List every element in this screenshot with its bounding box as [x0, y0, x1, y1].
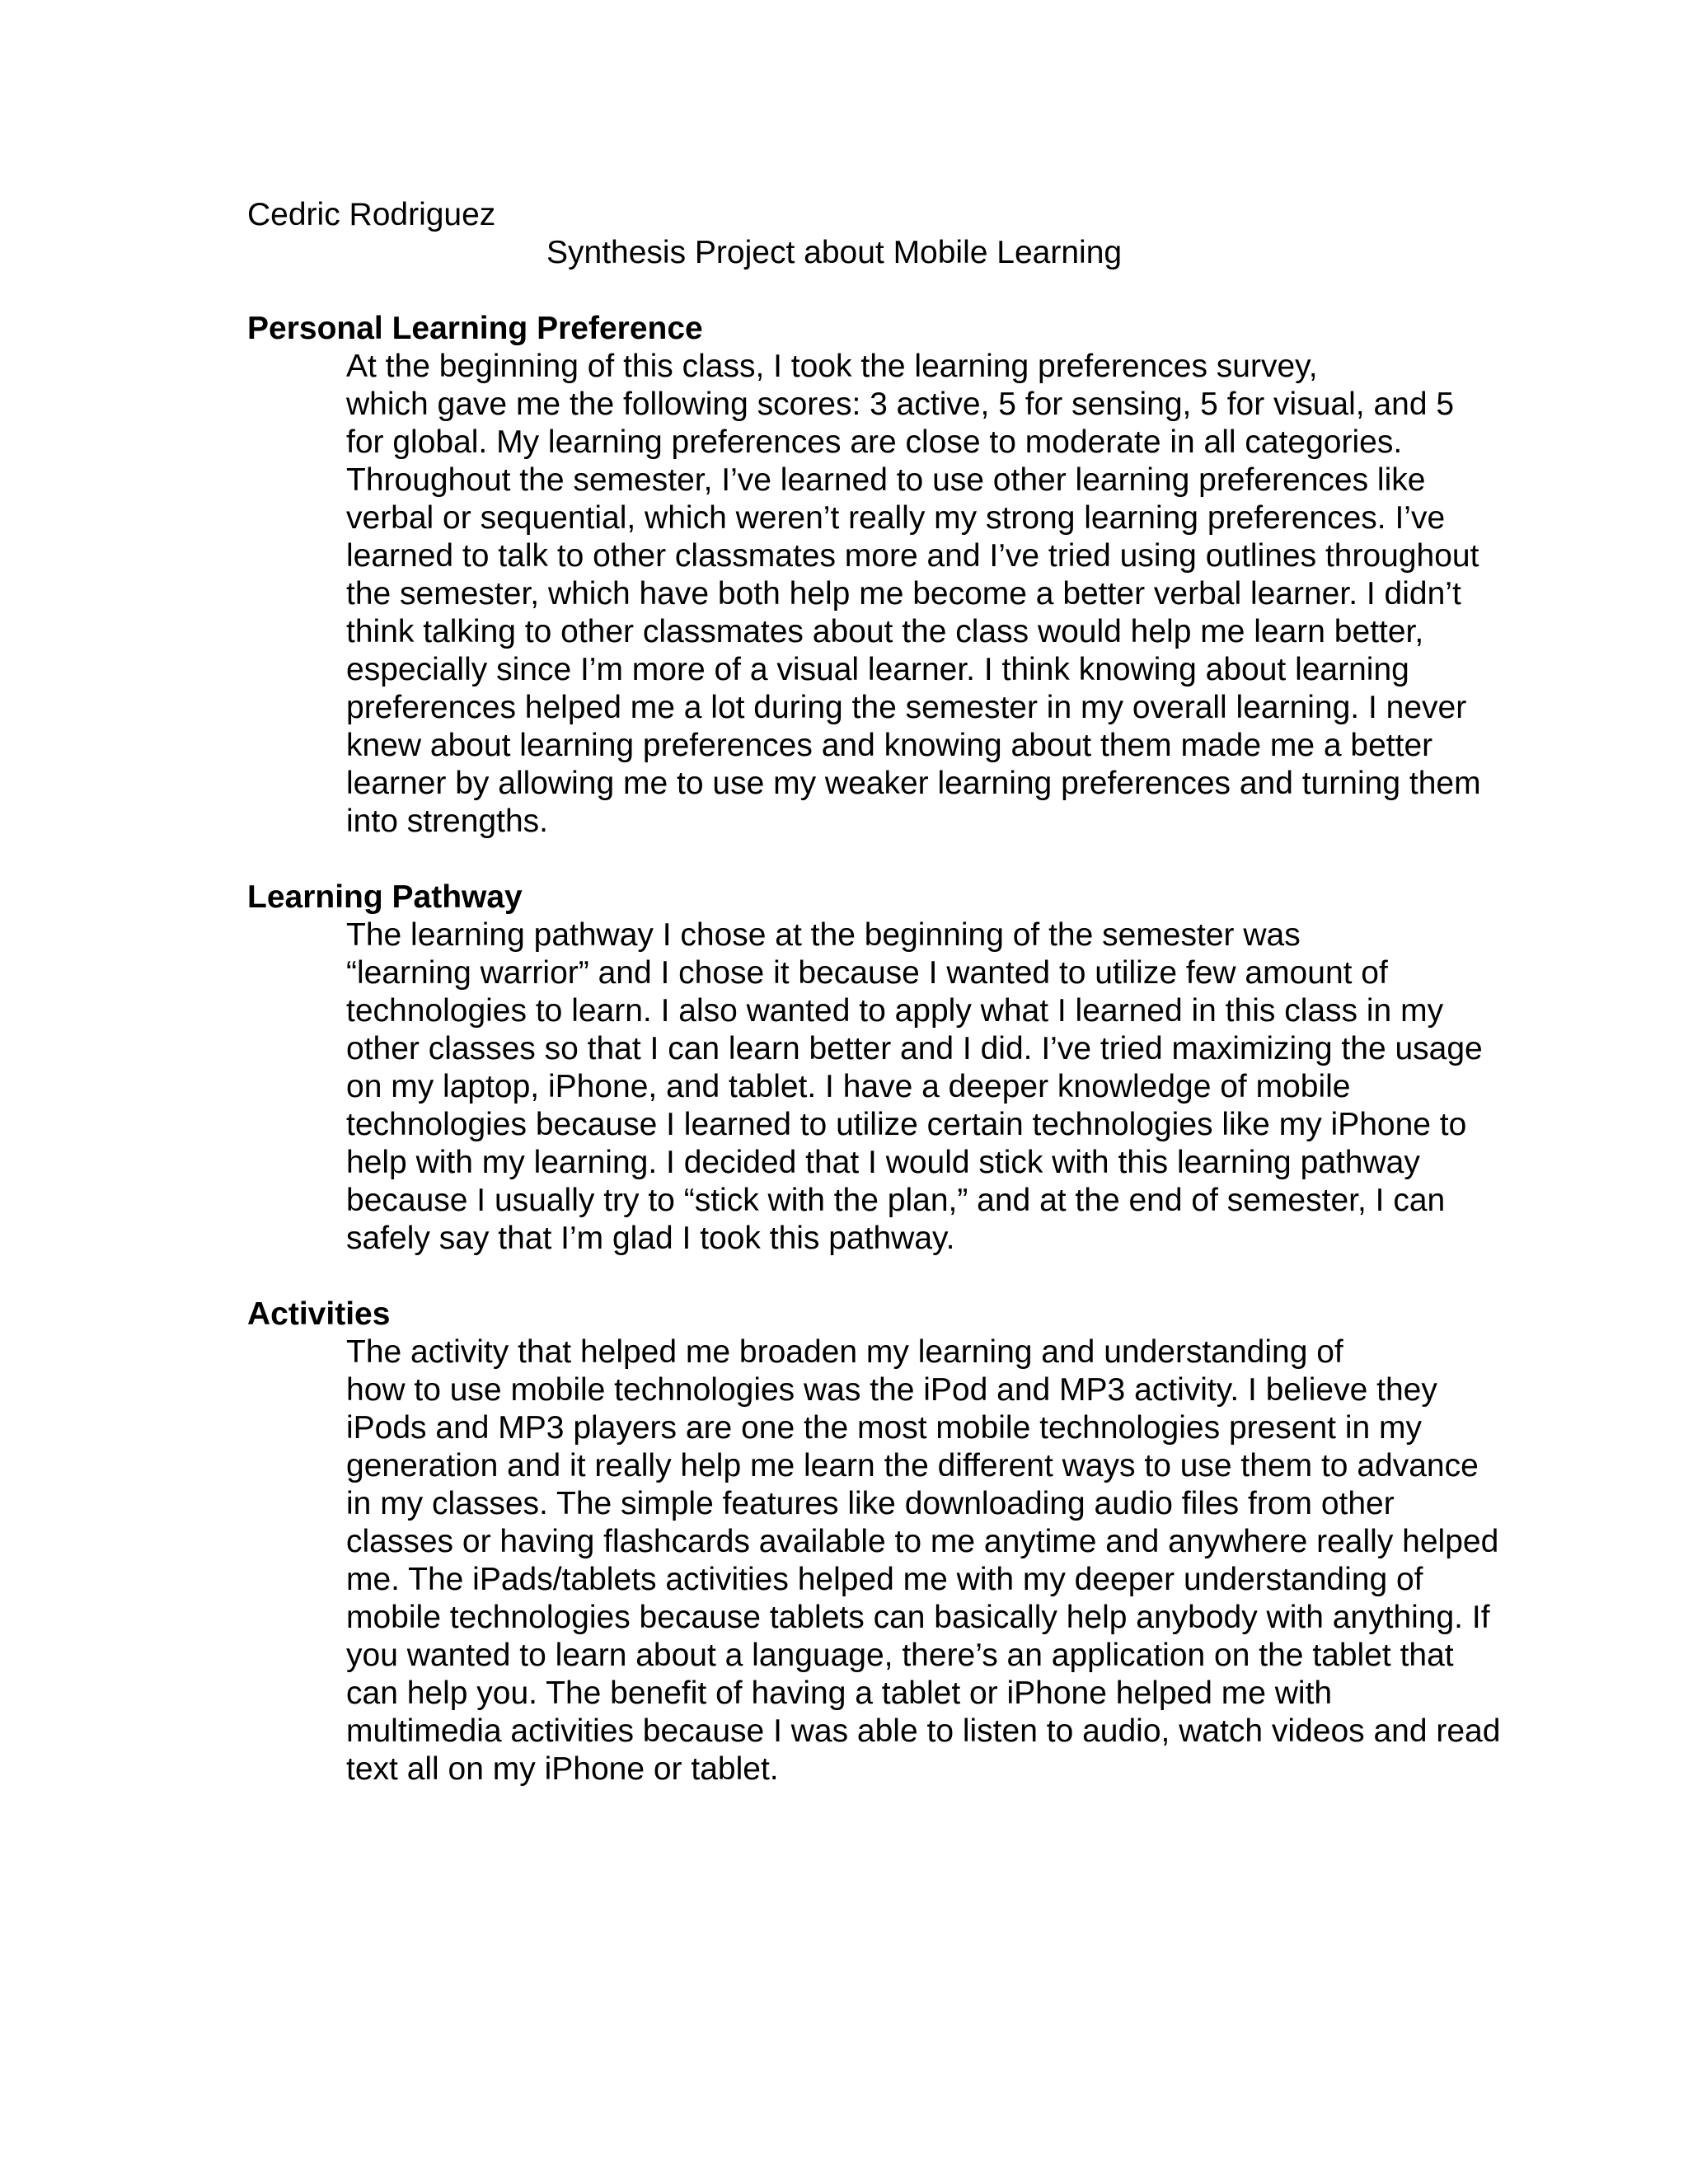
text-line: verbal or sequential, which weren’t really my strong learning preferences. I’ve — [346, 500, 1446, 536]
text-line: The activity that helped me broaden my learning and understanding of — [346, 1334, 1343, 1370]
text-line: on my laptop, iPhone, and tablet. I have a deeper knowledge of mobile — [346, 1069, 1351, 1104]
text-line: think talking to other classmates about the class would help me learn better, — [346, 614, 1424, 649]
text-line: into strengths. — [346, 804, 548, 839]
text-line: help with my learning. I decided that I would stick with this learning pathway — [346, 1145, 1420, 1180]
section-personal-learning-preference — [247, 310, 1481, 841]
text-line: in my classes. The simple features like downloading audio files from other — [346, 1486, 1395, 1521]
text-line: me. The iPads/tablets activities helped me with my deeper understanding of — [346, 1562, 1423, 1597]
text-line: generation and it really help me learn the different ways to use them to advance — [346, 1448, 1479, 1483]
text-line: “learning warrior” and I chose it because I wanted to utilize few amount of — [346, 955, 1388, 991]
text-line: other classes so that I can learn better and I did. I’ve tried maximizing the usage — [346, 1031, 1483, 1066]
text-line: you wanted to learn about a language, there’s an application on the tablet that — [346, 1638, 1454, 1673]
text-line: technologies to learn. I also wanted to apply what I learned in this class in my — [346, 993, 1444, 1029]
section-activities — [247, 1296, 1501, 1788]
section-paragraph — [247, 348, 1481, 841]
text-line: safely say that I’m glad I took this pathway. — [346, 1221, 955, 1256]
text-line: the semester, which have both help me become a better verbal learner. I didn’t — [346, 576, 1461, 612]
text-line: especially since I’m more of a visual learner. I think knowing about learning — [346, 652, 1409, 687]
text-line: which gave me the following scores: 3 active, 5 for sensing, 5 for visual, and 5 — [346, 387, 1455, 422]
text-line: can help you. The benefit of having a tablet or iPhone helped me with — [346, 1675, 1333, 1711]
document-body — [247, 196, 1501, 1826]
text-line: mobile technologies because tablets can basically help anybody with anything. If — [346, 1600, 1490, 1635]
text-line: because I usually try to “stick with the plan,” and at the end of semester, I can — [346, 1183, 1446, 1218]
text-line: technologies because I learned to utilize certain technologies like my iPhone to — [346, 1107, 1467, 1142]
text-line: Throughout the semester, I’ve learned to use other learning preferences like — [346, 462, 1426, 498]
author-name: Cedric Rodriguez — [247, 197, 496, 232]
text-line: learned to talk to other classmates more and I’ve tried using outlines throughout — [346, 538, 1479, 574]
text-line: learner by allowing me to use my weaker learning preferences and turning them — [346, 766, 1481, 801]
section-paragraph — [247, 1333, 1501, 1788]
text-line: knew about learning preferences and knowing about them made me a better — [346, 728, 1433, 763]
section-heading: Personal Learning Preference — [247, 311, 703, 346]
document-title: Synthesis Project about Mobile Learning — [546, 235, 1123, 270]
section-heading: Activities — [247, 1296, 391, 1332]
text-line: iPods and MP3 players are one the most mobile technologies present in my — [346, 1410, 1423, 1446]
section-paragraph — [247, 916, 1483, 1258]
text-line: preferences helped me a lot during the semester in my overall learning. I never — [346, 690, 1467, 725]
text-line: how to use mobile technologies was the iPod and MP3 activity. I believe they — [346, 1372, 1437, 1408]
text-line: The learning pathway I chose at the beginning of the semester was — [346, 917, 1301, 953]
text-line: text all on my iPhone or tablet. — [346, 1751, 779, 1787]
text-line: for global. My learning preferences are close to moderate in all categories. — [346, 424, 1403, 460]
section-learning-pathway — [247, 879, 1483, 1258]
section-heading: Learning Pathway — [247, 879, 523, 915]
text-line: At the beginning of this class, I took the learning preferences survey, — [346, 349, 1318, 384]
text-line: multimedia activities because I was able to listen to audio, watch videos and read — [346, 1713, 1501, 1749]
text-line: classes or having flashcards available to me anytime and anywhere really helped — [346, 1524, 1499, 1559]
